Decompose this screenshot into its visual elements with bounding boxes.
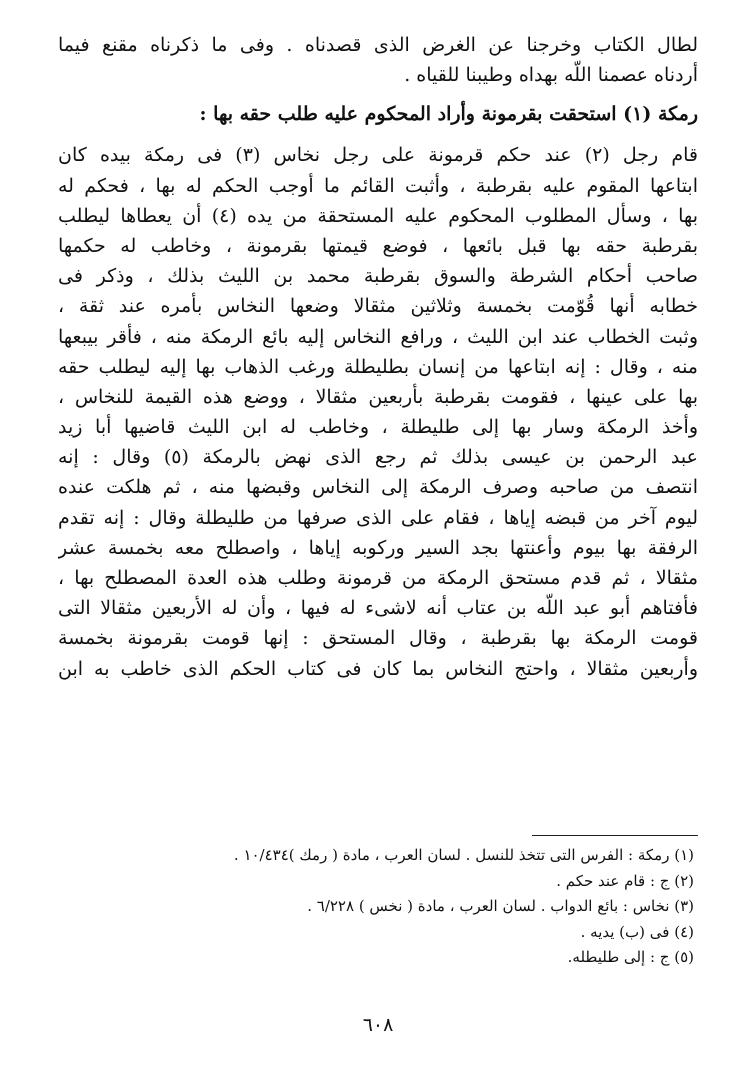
text-line: فأفتاهم أبو عبد اللّه بن عتاب أنه لاشىء له فيها ، وأن له الأربعين مثقالا التى	[58, 597, 698, 620]
page-number: ٦٠٨	[362, 1014, 394, 1036]
book-page	[58, 30, 698, 1070]
text-line: لطال الكتاب وخرجنا عن الغرض الذى قصدناه . وفى ما ذكرناه مقنع فيما	[58, 34, 698, 56]
text-line: قام رجل (٢) عند حكم قرمونة على رجل نخاس (٣) فى رمكة بيده كان	[58, 144, 698, 167]
footnotes	[58, 843, 698, 971]
text-line: مثقالا ، ثم قدم مستحق الرمكة من قرمونة وطلب هذه العدة المصطلح بها ،	[58, 567, 698, 589]
intro-paragraph	[58, 30, 698, 90]
text-line: عبد الرحمن بن عيسى بذلك ثم رجع الذى نهض بالرمكة (٥) وقال : إنه	[58, 446, 698, 469]
text-line: منه ، وقال : إنه ابتاعها من إنسان بطليطلة ورغب الذهاب بها إليه ليطلب حقه	[58, 355, 698, 378]
footnote: (١) رمكة : الفرس التى تتخذ للنسل . لسان العرب ، مادة ( رمك )١٠/٤٣٤ .	[233, 846, 694, 864]
footnote: (٢) ج : قام عند حكم .	[556, 871, 694, 890]
text-line: وثبت الخطاب عند ابن الليث ، ورافع النخاس إليه بائع الرمكة منه ، فأقر بيبعها	[58, 325, 698, 348]
footnote-divider	[532, 835, 698, 836]
body-paragraph	[58, 140, 698, 683]
section-heading: رمكة (١) استحقت بقرمونة وأراد المحكوم عليه طلب حقه بها :	[199, 103, 698, 126]
text-line: ليوم آخر من قبضه إياها ، فقام على الذى صرفها من طليطلة وقال : إنه تقدم	[58, 506, 698, 529]
text-line: بها على عينها ، فقومت بقرطبة بأربعين مثقالا ، ووضع هذه القيمة للنخاس ،	[58, 385, 698, 408]
text-line: بها ، وسأل المطلوب المحكوم عليه المستحقة من يده (٤) أن يعطاها ليطلب	[58, 204, 698, 227]
footnote: (٥) ج : إلى طليطله.	[567, 948, 694, 966]
text-line: وأربعين مثقالا ، واحتج النخاس بما كان فى كتاب الحكم الذى خاطب به ابن	[58, 657, 698, 680]
text-line: خطابه أنها قُوّمت بخمسة وثلاثين مثقالا وضعها النخاس بأمره عند ثقة ،	[58, 295, 698, 318]
text-line: وأخذ الرمكة وسار بها إلى طليطلة ، وخاطب له ابن الليث قاضيها أبا زيد	[58, 416, 698, 439]
text-line: ابتاعها المقوم عليه بقرطبة ، وأثبت القائم ما أوجب الحكم له بها ، فحكم له	[58, 174, 698, 197]
text-line: انتصف من صاحبه وصرف الرمكة إلى النخاس وقبضها منه ، ثم هلكت عنده	[58, 476, 698, 499]
footnote: (٤) فى (ب) يديه .	[580, 922, 694, 941]
text-line: صاحب أحكام الشرطة والسوق بقرطبة محمد بن الليث بذلك ، وذكر فى	[58, 265, 698, 288]
text-line: بقرطبة حقه بها قبل بائعها ، فوضع قيمتها بقرمونة ، وخاطب له حكمها	[58, 234, 698, 257]
text-line: الرفقة بها بيوم وأعنتها بجد السير وركوبه إياها ، واصطلح معه بخمسة عشر	[58, 536, 698, 559]
footnote: (٣) نخاس : بائع الدواب . لسان العرب ، مادة ( نخس ) ٦/٢٢٨ .	[307, 897, 694, 915]
text-line: أردناه عصمنا اللّه بهداه وطيبنا للقياه .	[404, 64, 698, 87]
text-line: قومت الرمكة بها بقرطبة ، وقال المستحق : إنها قومت بقرمونة بخمسة	[58, 627, 698, 650]
